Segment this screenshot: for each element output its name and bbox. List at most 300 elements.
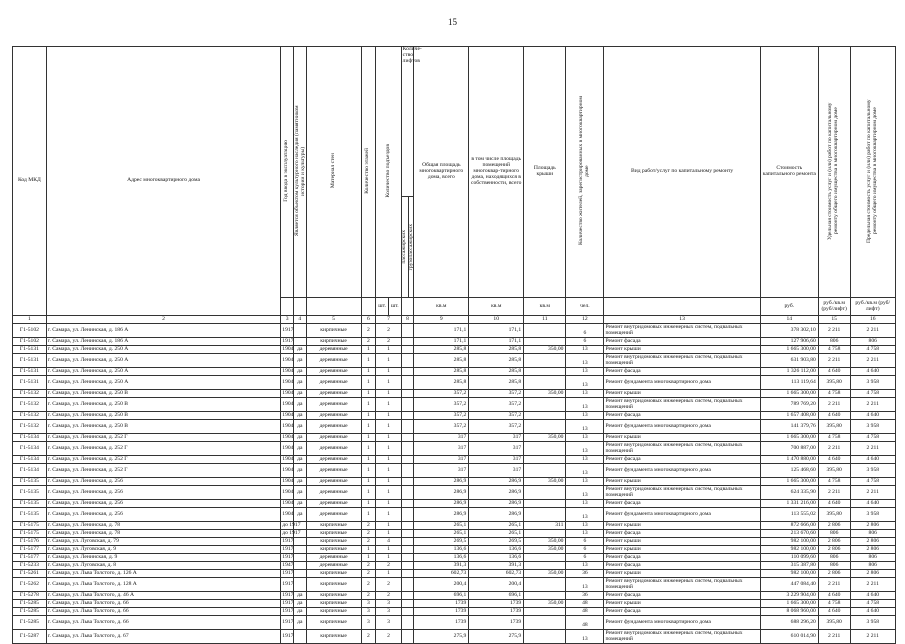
cell-wall: деревянные: [306, 398, 361, 412]
header-heritage: Является объектом культурного наследия (памятником истории и культуры): [293, 47, 306, 298]
cell-roof: [524, 338, 566, 346]
cell-ent: 1: [376, 412, 401, 420]
table-row: [13, 600, 896, 608]
cell-area: 200,4: [414, 578, 469, 592]
cell-wall: деревянные: [306, 390, 361, 398]
cell-lifts-cargo: [401, 412, 414, 420]
cell-own: 602,73: [469, 570, 524, 578]
cell-cost: 1 657 408,00: [760, 412, 818, 420]
cell-res: 13: [566, 368, 604, 376]
cell-her: да: [293, 616, 306, 630]
cell-work: Ремонт фасада: [604, 338, 760, 346]
cell-lifts-cargo: [401, 578, 414, 592]
cell-own: 317: [469, 464, 524, 478]
cell-fl: 2: [361, 562, 376, 570]
cell-area: 1739: [414, 608, 469, 616]
column-number: 9: [414, 316, 469, 324]
cell-res: 48: [566, 608, 604, 616]
cell-max: 4 758: [850, 478, 896, 486]
cell-own: 357,2: [469, 412, 524, 420]
cell-lifts-cargo: [401, 398, 414, 412]
cell-unit: 4 758: [818, 478, 850, 486]
cell-work: Ремонт крыши: [604, 346, 760, 354]
cell-addr: г. Самара, ул. Ленинская, д. 78: [46, 530, 280, 538]
cell-code: Г1-5285: [13, 608, 47, 616]
table-row: [13, 456, 896, 464]
cell-wall: кирпичные: [306, 578, 361, 592]
cell-wall: кирпичные: [306, 538, 361, 546]
cell-max: 3 958: [850, 616, 896, 630]
unit-unit-cost: руб./кв.м (руб/лифт): [818, 298, 850, 316]
cell-roof: [524, 442, 566, 456]
cell-ent: 1: [376, 420, 401, 434]
cell-area: 317: [414, 464, 469, 478]
cell-addr: г. Самара, ул. Ленинская, д. 252 Г: [46, 464, 280, 478]
cell-roof: 350,00: [524, 434, 566, 442]
cell-code: Г1-5176: [13, 538, 47, 546]
unit-lifts-pass: шт.: [376, 298, 389, 316]
cell-work: Ремонт фасада: [604, 592, 760, 600]
cell-fl: 2: [361, 538, 376, 546]
cell-roof: [524, 616, 566, 630]
cell-cost: 213 670,60: [760, 530, 818, 538]
cell-unit: 2 211: [818, 486, 850, 500]
cell-area: 265,1: [414, 530, 469, 538]
cell-cost: 1 665 300,00: [760, 346, 818, 354]
cell-cost: 113 119,64: [760, 376, 818, 390]
cell-fl: 3: [361, 600, 376, 608]
cell-year: 1904: [281, 508, 294, 522]
cell-her: да: [293, 346, 306, 354]
cell-res: 13: [566, 434, 604, 442]
cell-res: 13: [566, 420, 604, 434]
table-row: [13, 522, 896, 530]
cell-cost: 631 903,80: [760, 354, 818, 368]
cell-cost: 688 296,20: [760, 616, 818, 630]
cell-addr: г. Самара, ул. Ленинская, д. 250 В: [46, 390, 280, 398]
cell-lifts-cargo: [401, 546, 414, 554]
cell-max: 2 211: [850, 398, 896, 412]
cell-year: 1904: [281, 442, 294, 456]
cell-her: [293, 630, 306, 644]
header-total-area: Общая площадь многоквартирного дома, всего: [414, 47, 469, 298]
cell-work: Ремонт внутридомовых инженерных систем, подвальных помещений: [604, 324, 760, 338]
cell-res: 13: [566, 500, 604, 508]
header-lifts-types: [401, 197, 414, 298]
cell-code: Г1-5135: [13, 500, 47, 508]
cell-roof: [524, 500, 566, 508]
cell-unit: 395,80: [818, 616, 850, 630]
cell-addr: г. Самара, ул. Ленинская, д. 250 В: [46, 420, 280, 434]
cell-res: 13: [566, 630, 604, 644]
cell-code: Г1-5287: [13, 630, 47, 644]
cell-ent: 3: [376, 616, 401, 630]
cell-year: 1917: [281, 578, 294, 592]
cell-her: да: [293, 508, 306, 522]
cell-cost: 1 331 216,00: [760, 500, 818, 508]
column-number: 14: [760, 316, 818, 324]
cell-res: 13: [566, 346, 604, 354]
cell-code: Г1-5177: [13, 546, 47, 554]
cell-own: 171,1: [469, 338, 524, 346]
cell-her: да: [293, 456, 306, 464]
cell-year: 1917: [282, 569, 294, 576]
cell-own: 136,6: [469, 554, 524, 562]
cell-unit: 4 640: [818, 412, 850, 420]
cell-wall: деревянные: [306, 464, 361, 478]
cell-addr: г. Самара, ул. Ленинская, д. 78: [46, 522, 280, 530]
cell-work: Ремонт крыши: [604, 538, 760, 546]
cell-addr: г. Самара, ул. Льва Толстого, д. 128 А: [46, 578, 280, 592]
cell-her: [293, 570, 306, 578]
cell-own: 696,1: [469, 592, 524, 600]
cell-year: 1904: [282, 499, 294, 506]
cell-year: 1917: [282, 537, 294, 544]
table-row: [13, 538, 896, 546]
unit-total-area: кв.м: [414, 298, 469, 316]
cell-max: 4 640: [850, 368, 896, 376]
cell-max: 3 958: [850, 464, 896, 478]
unit-owned-area: кв.м: [469, 298, 524, 316]
cell-res: 6: [566, 338, 604, 346]
cell-year: 1904: [282, 367, 294, 374]
cell-year: 1947: [282, 561, 294, 568]
cell-wall: кирпичные: [306, 324, 361, 338]
cell-max: 4 640: [850, 500, 896, 508]
cell-year: 1917: [282, 599, 294, 606]
cell-unit: 4 640: [818, 368, 850, 376]
cell-res: 13: [566, 508, 604, 522]
cell-own: 286,9: [469, 478, 524, 486]
cell-wall: деревянные: [306, 442, 361, 456]
cell-her: [293, 324, 306, 338]
cell-lifts-cargo: [401, 500, 414, 508]
cell-code: Г1-5102: [13, 338, 47, 346]
cell-wall: деревянные: [306, 508, 361, 522]
cell-own: 286,9: [469, 500, 524, 508]
cell-ent: 1: [376, 546, 401, 554]
cell-roof: [524, 412, 566, 420]
cell-year: 1904: [281, 420, 294, 434]
column-number: 16: [850, 316, 896, 324]
cell-roof: [524, 630, 566, 644]
cell-roof: [524, 562, 566, 570]
cell-roof: [524, 464, 566, 478]
cell-ent: 1: [376, 464, 401, 478]
cell-code: Г1-5135: [13, 478, 47, 486]
cell-max: 2 806: [850, 570, 896, 578]
cell-addr: г. Самара, ул. Луговская, д. 8: [46, 562, 280, 570]
cell-code: Г1-5285: [13, 616, 47, 630]
cell-area: 171,1: [414, 338, 469, 346]
cell-own: 357,2: [469, 420, 524, 434]
cell-lifts-cargo: [401, 464, 414, 478]
cell-unit: 4 758: [818, 346, 850, 354]
cell-code: Г1-5102: [13, 324, 47, 338]
cell-cost: 1 665 300,00: [760, 478, 818, 486]
cell-addr: г. Самара, ул. Ленинская, д. 250 А: [46, 376, 280, 390]
cell-unit: 395,80: [818, 376, 850, 390]
cell-own: 317: [469, 456, 524, 464]
table-row: [13, 616, 896, 630]
cell-own: 136,6: [469, 546, 524, 554]
header-unit-cost: Удельная стоимость услуг и (или) работ по капитальному ремонту общего имущества в многоквартирном доме: [818, 47, 850, 298]
cell-her: да: [293, 600, 306, 608]
table-row: [13, 346, 896, 354]
column-numbers-row: [13, 316, 896, 324]
cell-addr: г. Самара, ул. Ленинская, д. 256: [46, 500, 280, 508]
cell-unit: 806: [818, 554, 850, 562]
cell-unit: 4 640: [818, 608, 850, 616]
cell-ent: 1: [376, 500, 401, 508]
cell-code: Г1-5135: [13, 486, 47, 500]
column-number: 3: [281, 316, 294, 324]
cell-year: 1904: [282, 455, 294, 462]
table-row: [13, 390, 896, 398]
cell-area: 696,1: [414, 592, 469, 600]
header-address: Адрес многоквартирного дома: [46, 47, 280, 316]
cell-ent: 1: [376, 442, 401, 456]
header-owned-area: в том числе площадь помещений многоквар-тирного дома, находящихся в собственности, всего: [469, 47, 524, 298]
cell-fl: 1: [361, 508, 376, 522]
cell-addr: г. Самара, ул. Ленинская, д. 9: [46, 554, 280, 562]
cell-addr: г. Самара, ул. Льва Толстого, д. 66: [46, 608, 280, 616]
cell-lifts-cargo: [401, 324, 414, 338]
cell-lifts-cargo: [401, 538, 414, 546]
cell-unit: 806: [818, 530, 850, 538]
cell-work: Ремонт фасада: [604, 500, 760, 508]
cell-wall: кирпичные: [306, 570, 361, 578]
cell-roof: [524, 324, 566, 338]
cell-lifts-cargo: [401, 456, 414, 464]
cell-ent: 1: [376, 530, 401, 538]
cell-work: Ремонт внутридомовых инженерных систем, подвальных помещений: [604, 398, 760, 412]
cell-max: 2 211: [850, 442, 896, 456]
cell-res: 13: [566, 478, 604, 486]
cell-addr: г. Самара, ул. Льва Толстого, д. 66: [46, 600, 280, 608]
cell-lifts-cargo: [401, 390, 414, 398]
cell-max: 4 640: [850, 456, 896, 464]
table-row: [13, 592, 896, 600]
cell-cost: 113 555,02: [760, 508, 818, 522]
cell-code: Г1-5131: [13, 354, 47, 368]
cell-code: Г1-5134: [13, 434, 47, 442]
cell-code: Г1-5285: [13, 600, 47, 608]
cell-area: 285,8: [414, 368, 469, 376]
cell-lifts-cargo: [401, 376, 414, 390]
cell-code: Г1-5261: [13, 570, 47, 578]
cell-her: да: [293, 398, 306, 412]
cell-addr: г. Самара, ул. Ленинская, д. 250 А: [46, 346, 280, 354]
cell-roof: [524, 592, 566, 600]
cell-wall: кирпичные: [306, 592, 361, 600]
cell-work: Ремонт фундамента многоквартирного дома: [604, 420, 760, 434]
cell-code: Г1-5134: [13, 442, 47, 456]
cell-wall: деревянные: [306, 562, 361, 570]
cell-addr: г. Самара, ул. Ленинская, д. 256: [46, 486, 280, 500]
cell-year: 1917: [282, 545, 294, 552]
cell-unit: 4 640: [818, 456, 850, 464]
cell-lifts-cargo: [401, 368, 414, 376]
cell-max: 4 758: [850, 390, 896, 398]
cell-ent: 1: [376, 486, 401, 500]
cell-her: да: [293, 412, 306, 420]
cell-res: 13: [566, 390, 604, 398]
cell-cost: 1 470 880,00: [760, 456, 818, 464]
cell-res: 13: [566, 486, 604, 500]
cell-cost: 1 665 300,00: [760, 390, 818, 398]
table-row: [13, 398, 896, 412]
cell-roof: [524, 508, 566, 522]
cell-roof: 350,00: [524, 600, 566, 608]
cell-ent: 3: [376, 600, 401, 608]
cell-roof: 350,00: [524, 538, 566, 546]
cell-own: 269,5: [469, 538, 524, 546]
column-number: 6: [361, 316, 376, 324]
cell-code: Г1-5132: [13, 420, 47, 434]
cell-max: 2 806: [850, 522, 896, 530]
cell-res: 6: [566, 546, 604, 554]
cell-lifts-cargo: [401, 338, 414, 346]
table-row: [13, 508, 896, 522]
cell-her: [293, 554, 306, 562]
cell-fl: 1: [361, 486, 376, 500]
table-row: [13, 464, 896, 478]
cell-fl: 1: [361, 412, 376, 420]
cell-area: 286,9: [414, 508, 469, 522]
cell-her: да: [293, 464, 306, 478]
cell-addr: г. Самара, ул. Ленинская, д. 250 А: [46, 368, 280, 376]
header-roof-area: Площадь крыши: [524, 47, 566, 298]
cell-unit: 2 806: [818, 522, 850, 530]
cell-work: Ремонт крыши: [604, 570, 760, 578]
cell-wall: деревянные: [306, 486, 361, 500]
cell-wall: кирпичные: [306, 530, 361, 538]
cell-work: Ремонт внутридомовых инженерных систем, подвальных помещений: [604, 442, 760, 456]
cell-her: [293, 578, 306, 592]
cell-her: да: [293, 376, 306, 390]
cell-year: 1904: [281, 486, 294, 500]
cell-work: Ремонт фасада: [604, 608, 760, 616]
unit-roof-area: кв.м: [524, 298, 566, 316]
cell-addr: г. Самара, ул. Луговская, д. 9: [46, 546, 280, 554]
cell-ent: 2: [376, 562, 401, 570]
cell-wall: деревянные: [306, 456, 361, 464]
cell-code: Г1-5132: [13, 390, 47, 398]
cell-own: 317: [469, 434, 524, 442]
cell-addr: г. Самара, ул. Ленинская, д. 252 Г: [46, 456, 280, 464]
column-number: 11: [524, 316, 566, 324]
cell-max: 2 806: [850, 546, 896, 554]
cell-year: 1904: [281, 398, 294, 412]
table-row: [13, 530, 896, 538]
cell-wall: кирпичные: [306, 608, 361, 616]
cell-res: 13: [566, 354, 604, 368]
cell-fl: 1: [361, 546, 376, 554]
cell-ent: 1: [376, 376, 401, 390]
cell-work: Ремонт фасада: [604, 368, 760, 376]
cell-fl: 2: [361, 592, 376, 600]
cell-res: 13: [566, 412, 604, 420]
cell-res: 13: [566, 522, 604, 530]
cell-ent: 1: [376, 368, 401, 376]
cell-her: [293, 338, 306, 346]
cell-cost: 982 100,00: [760, 570, 818, 578]
cell-area: 285,8: [414, 354, 469, 368]
cell-wall: кирпичные: [306, 338, 361, 346]
cell-max: 2 211: [850, 486, 896, 500]
cell-ent: 1: [376, 346, 401, 354]
cell-roof: [524, 354, 566, 368]
cell-lifts-cargo: [401, 600, 414, 608]
cell-work: Ремонт крыши: [604, 600, 760, 608]
cell-fl: 2: [361, 522, 376, 530]
cell-area: 1739: [414, 616, 469, 630]
cell-ent: 2: [376, 630, 401, 644]
cell-cost: 8 068 960,00: [760, 608, 818, 616]
cell-work: Ремонт внутридомовых инженерных систем, подвальных помещений: [604, 354, 760, 368]
cell-fl: 1: [361, 420, 376, 434]
cell-area: 275,9: [414, 630, 469, 644]
cell-own: 275,9: [469, 630, 524, 644]
cell-work: Ремонт фасада: [604, 554, 760, 562]
cell-own: 357,2: [469, 398, 524, 412]
cell-own: 1739: [469, 616, 524, 630]
header-max-cost: Предельная стоимость услуг и (или) работ по капитальному ремонту общего имущества в многоквартирном доме: [850, 47, 896, 298]
cell-unit: 2 211: [818, 354, 850, 368]
cell-addr: г. Самара, ул. Льва Толстого, д. 66: [46, 616, 280, 630]
cell-wall: деревянные: [306, 376, 361, 390]
cell-unit: 2 211: [818, 442, 850, 456]
cell-lifts-cargo: [401, 434, 414, 442]
cell-her: да: [293, 592, 306, 600]
cell-area: 357,2: [414, 412, 469, 420]
cell-year: 1917: [281, 616, 294, 630]
cell-fl: 1: [361, 554, 376, 562]
cell-max: 806: [850, 562, 896, 570]
cell-lifts-cargo: [401, 570, 414, 578]
cell-addr: г. Самара, ул. Ленинская, д. 252 Г: [46, 434, 280, 442]
cell-area: 171,1: [414, 324, 469, 338]
cell-own: 286,9: [469, 486, 524, 500]
cell-fl: 2: [361, 570, 376, 578]
cell-lifts-cargo: [401, 522, 414, 530]
cell-cost: 872 666,00: [760, 522, 818, 530]
cell-own: 285,8: [469, 354, 524, 368]
cell-wall: деревянные: [306, 500, 361, 508]
cell-code: Г1-5134: [13, 464, 47, 478]
cell-res: 6: [566, 554, 604, 562]
cell-unit: 2 211: [818, 324, 850, 338]
cell-code: Г1-5134: [13, 456, 47, 464]
table-row: [13, 412, 896, 420]
cell-work: Ремонт фундамента многоквартирного дома: [604, 616, 760, 630]
cell-fl: 1: [361, 442, 376, 456]
cell-work: Ремонт фасада: [604, 562, 760, 570]
cell-max: 3 958: [850, 376, 896, 390]
cell-fl: 1: [361, 376, 376, 390]
cell-ent: 1: [376, 434, 401, 442]
cell-wall: деревянные: [306, 478, 361, 486]
cell-addr: г. Самара, ул. Ленинская, д. 186 А: [46, 338, 280, 346]
table-row: [13, 570, 896, 578]
table-row: [13, 486, 896, 500]
cell-lifts-cargo: [401, 420, 414, 434]
cell-fl: 1: [361, 478, 376, 486]
page-number: 15: [448, 17, 457, 27]
header-code: Код МКД: [13, 47, 47, 316]
cell-year: 1904: [281, 464, 294, 478]
